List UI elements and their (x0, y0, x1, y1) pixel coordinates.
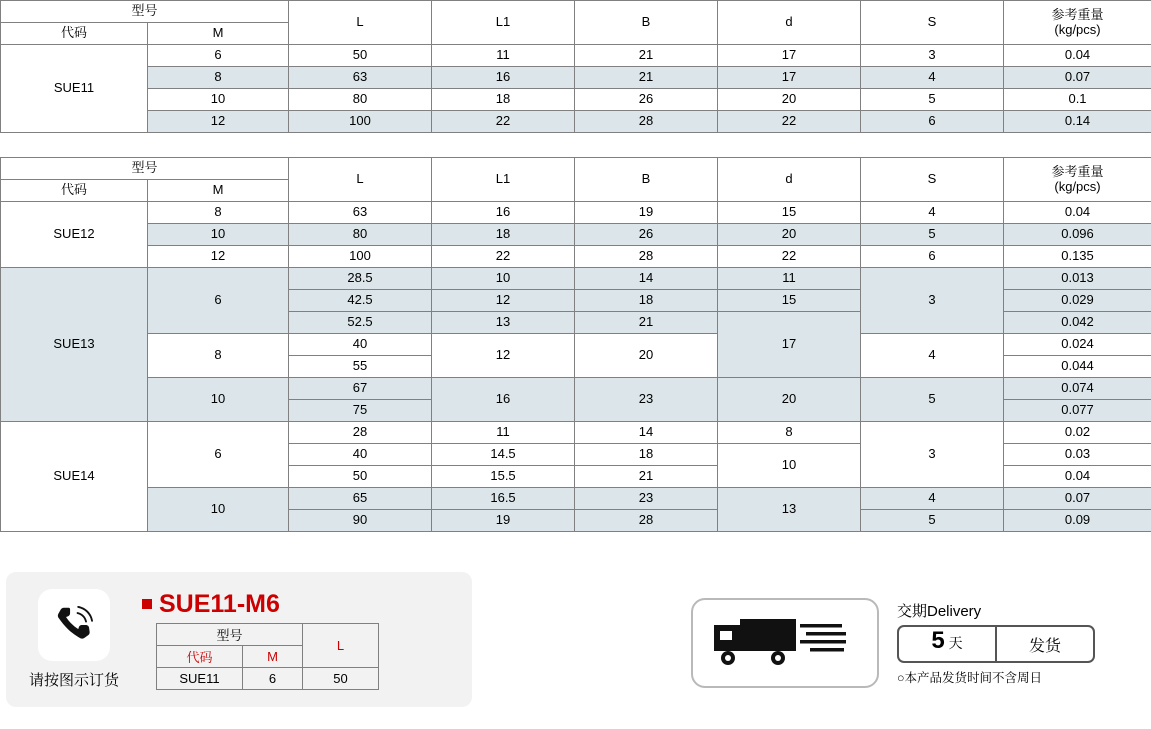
header-l1: L1 (432, 158, 575, 202)
cell-d: 10 (718, 444, 861, 488)
cell-weight: 0.044 (1004, 356, 1151, 378)
cell-l1: 13 (432, 312, 575, 334)
spec-table-sue11 (0, 0, 1151, 133)
header-model-group: 型号 (1, 158, 289, 180)
spec-table-2-wrapper (0, 157, 1151, 532)
delivery-panel (691, 590, 1141, 696)
header-model-group: 型号 (1, 1, 289, 23)
cell-b: 14 (575, 268, 718, 290)
cell-l: 40 (289, 334, 432, 356)
table-row (1, 111, 1151, 133)
table-row (1, 488, 1151, 510)
cell-l: 40 (289, 444, 432, 466)
cell-code: SUE11 (1, 45, 148, 133)
cell-d: 22 (718, 111, 861, 133)
cell-l: 55 (289, 356, 432, 378)
header-b: B (575, 158, 718, 202)
cell-b: 21 (575, 466, 718, 488)
cell-l1: 12 (432, 334, 575, 378)
cell-weight: 0.04 (1004, 202, 1151, 224)
cell-code: SUE13 (1, 268, 148, 422)
header-b: B (575, 1, 718, 45)
cell-m: 12 (148, 246, 289, 268)
cell-b: 18 (575, 444, 718, 466)
table-row (1, 224, 1151, 246)
cell-d: 20 (718, 224, 861, 246)
cell-weight: 0.02 (1004, 422, 1151, 444)
header-s: S (861, 1, 1004, 45)
order-value-l: 50 (303, 667, 379, 689)
cell-s: 3 (861, 45, 1004, 67)
table-header-row (1, 1, 1151, 23)
cell-b: 23 (575, 488, 718, 510)
cell-weight: 0.029 (1004, 290, 1151, 312)
delivery-badge (897, 625, 1095, 663)
cell-weight: 0.024 (1004, 334, 1151, 356)
cell-l1: 18 (432, 89, 575, 111)
cell-d: 17 (718, 45, 861, 67)
order-value-code: SUE11 (157, 667, 243, 689)
cell-l1: 15.5 (432, 466, 575, 488)
cell-weight: 0.07 (1004, 67, 1151, 89)
cell-weight: 0.042 (1004, 312, 1151, 334)
cell-l: 63 (289, 67, 432, 89)
header-code: 代码 (1, 23, 148, 45)
header-s: S (861, 158, 1004, 202)
table-row (1, 268, 1151, 290)
cell-d: 17 (718, 67, 861, 89)
header-m: M (148, 23, 289, 45)
header-d: d (718, 1, 861, 45)
header-weight (1004, 158, 1151, 202)
cell-s: 4 (861, 202, 1004, 224)
cell-m: 6 (148, 45, 289, 67)
order-part-number (142, 590, 462, 619)
truck-icon (710, 615, 860, 671)
cell-l: 63 (289, 202, 432, 224)
cell-l1: 22 (432, 246, 575, 268)
header-weight-line1: 参考重量 (1051, 163, 1104, 179)
delivery-note: ○本产品发货时间不含周日 (897, 671, 1043, 685)
cell-m: 10 (148, 224, 289, 246)
cell-d: 20 (718, 378, 861, 422)
cell-m: 6 (148, 422, 289, 488)
phone-icon (51, 602, 97, 648)
header-l: L (289, 1, 432, 45)
cell-m: 8 (148, 202, 289, 224)
cell-l: 75 (289, 400, 432, 422)
cell-weight: 0.04 (1004, 45, 1151, 67)
delivery-days (899, 627, 995, 661)
header-weight-line2: (kg/pcs) (1054, 178, 1101, 194)
cell-s: 5 (861, 224, 1004, 246)
table-header-row (1, 158, 1151, 180)
header-d: d (718, 158, 861, 202)
cell-weight: 0.013 (1004, 268, 1151, 290)
truck-icon-box (691, 598, 879, 688)
table-row (1, 89, 1151, 111)
delivery-ship-label: 发货 (1028, 637, 1061, 655)
cell-l: 28.5 (289, 268, 432, 290)
cell-s: 3 (861, 268, 1004, 334)
cell-b: 14 (575, 422, 718, 444)
order-example-table (156, 623, 379, 690)
cell-b: 21 (575, 312, 718, 334)
cell-s: 6 (861, 111, 1004, 133)
cell-b: 19 (575, 202, 718, 224)
header-l1: L1 (432, 1, 575, 45)
cell-d: 13 (718, 488, 861, 532)
cell-b: 21 (575, 67, 718, 89)
table-row (1, 378, 1151, 400)
spec-table-sue12-13-14 (0, 157, 1151, 532)
cell-weight: 0.09 (1004, 510, 1151, 532)
cell-m: 10 (148, 378, 289, 422)
cell-d: 22 (718, 246, 861, 268)
cell-l1: 19 (432, 510, 575, 532)
cell-b: 20 (575, 334, 718, 378)
cell-weight: 0.07 (1004, 488, 1151, 510)
order-header-l: L (303, 623, 379, 667)
cell-s: 5 (861, 510, 1004, 532)
order-value-m: 6 (243, 667, 303, 689)
delivery-title: 交期Delivery (897, 603, 982, 620)
cell-l1: 11 (432, 45, 575, 67)
cell-b: 28 (575, 246, 718, 268)
header-code: 代码 (1, 180, 148, 202)
spec-table-1-wrapper (0, 0, 1151, 133)
cell-l1: 12 (432, 290, 575, 312)
cell-l: 50 (289, 466, 432, 488)
delivery-days-number: 5 (931, 627, 945, 654)
cell-weight: 0.1 (1004, 89, 1151, 111)
cell-l: 100 (289, 246, 432, 268)
cell-b: 28 (575, 111, 718, 133)
cell-d: 15 (718, 202, 861, 224)
cell-m: 8 (148, 334, 289, 378)
cell-s: 4 (861, 488, 1004, 510)
order-table-value-row (157, 667, 379, 689)
cell-l1: 16 (432, 202, 575, 224)
header-m: M (148, 180, 289, 202)
cell-l1: 14.5 (432, 444, 575, 466)
cell-weight: 0.14 (1004, 111, 1151, 133)
table-row (1, 334, 1151, 356)
cell-l: 90 (289, 510, 432, 532)
order-header-model: 型号 (157, 623, 303, 645)
cell-b: 26 (575, 224, 718, 246)
cell-l1: 16 (432, 67, 575, 89)
cell-s: 3 (861, 422, 1004, 488)
cell-m: 10 (148, 488, 289, 532)
cell-m: 12 (148, 111, 289, 133)
cell-l: 50 (289, 45, 432, 67)
cell-d: 20 (718, 89, 861, 111)
cell-weight: 0.135 (1004, 246, 1151, 268)
cell-l: 28 (289, 422, 432, 444)
cell-s: 6 (861, 246, 1004, 268)
table-row (1, 246, 1151, 268)
phone-icon-box (38, 589, 110, 661)
cell-b: 21 (575, 45, 718, 67)
header-weight (1004, 1, 1151, 45)
cell-s: 5 (861, 378, 1004, 422)
cell-b: 23 (575, 378, 718, 422)
cell-l: 65 (289, 488, 432, 510)
cell-l1: 10 (432, 268, 575, 290)
cell-b: 28 (575, 510, 718, 532)
cell-d: 11 (718, 268, 861, 290)
cell-b: 18 (575, 290, 718, 312)
header-l: L (289, 158, 432, 202)
cell-l1: 11 (432, 422, 575, 444)
order-detail-block (138, 590, 472, 690)
order-icon-label: 请按图示订货 (28, 672, 119, 689)
cell-l: 80 (289, 89, 432, 111)
cell-s: 5 (861, 89, 1004, 111)
cell-b: 26 (575, 89, 718, 111)
cell-l: 42.5 (289, 290, 432, 312)
cell-l: 80 (289, 224, 432, 246)
cell-weight: 0.074 (1004, 378, 1151, 400)
cell-weight: 0.04 (1004, 466, 1151, 488)
cell-weight: 0.03 (1004, 444, 1151, 466)
cell-weight: 0.096 (1004, 224, 1151, 246)
header-weight-line2: (kg/pcs) (1054, 21, 1101, 37)
delivery-info (897, 600, 1095, 686)
cell-d: 17 (718, 312, 861, 378)
cell-l: 67 (289, 378, 432, 400)
cell-s: 4 (861, 334, 1004, 378)
table-row (1, 45, 1151, 67)
delivery-days-unit: 天 (948, 635, 963, 651)
order-part-number-text: SUE11-M6 (159, 589, 280, 618)
cell-m: 6 (148, 268, 289, 334)
cell-d: 15 (718, 290, 861, 312)
cell-l1: 22 (432, 111, 575, 133)
cell-l: 52.5 (289, 312, 432, 334)
order-header-m: M (243, 645, 303, 667)
cell-l: 100 (289, 111, 432, 133)
cell-s: 4 (861, 67, 1004, 89)
cell-m: 10 (148, 89, 289, 111)
cell-d: 8 (718, 422, 861, 444)
cell-weight: 0.077 (1004, 400, 1151, 422)
order-icon-block (10, 589, 138, 690)
header-weight-line1: 参考重量 (1051, 6, 1104, 22)
cell-l1: 16 (432, 378, 575, 422)
table-row (1, 422, 1151, 444)
table-row (1, 202, 1151, 224)
order-table-header-row (157, 623, 379, 645)
cell-code: SUE14 (1, 422, 148, 532)
bullet-square-icon (142, 599, 152, 609)
cell-l1: 18 (432, 224, 575, 246)
order-header-code: 代码 (157, 645, 243, 667)
cell-code: SUE12 (1, 202, 148, 268)
table-row (1, 67, 1151, 89)
cell-l1: 16.5 (432, 488, 575, 510)
order-example-panel (6, 572, 472, 707)
cell-m: 8 (148, 67, 289, 89)
